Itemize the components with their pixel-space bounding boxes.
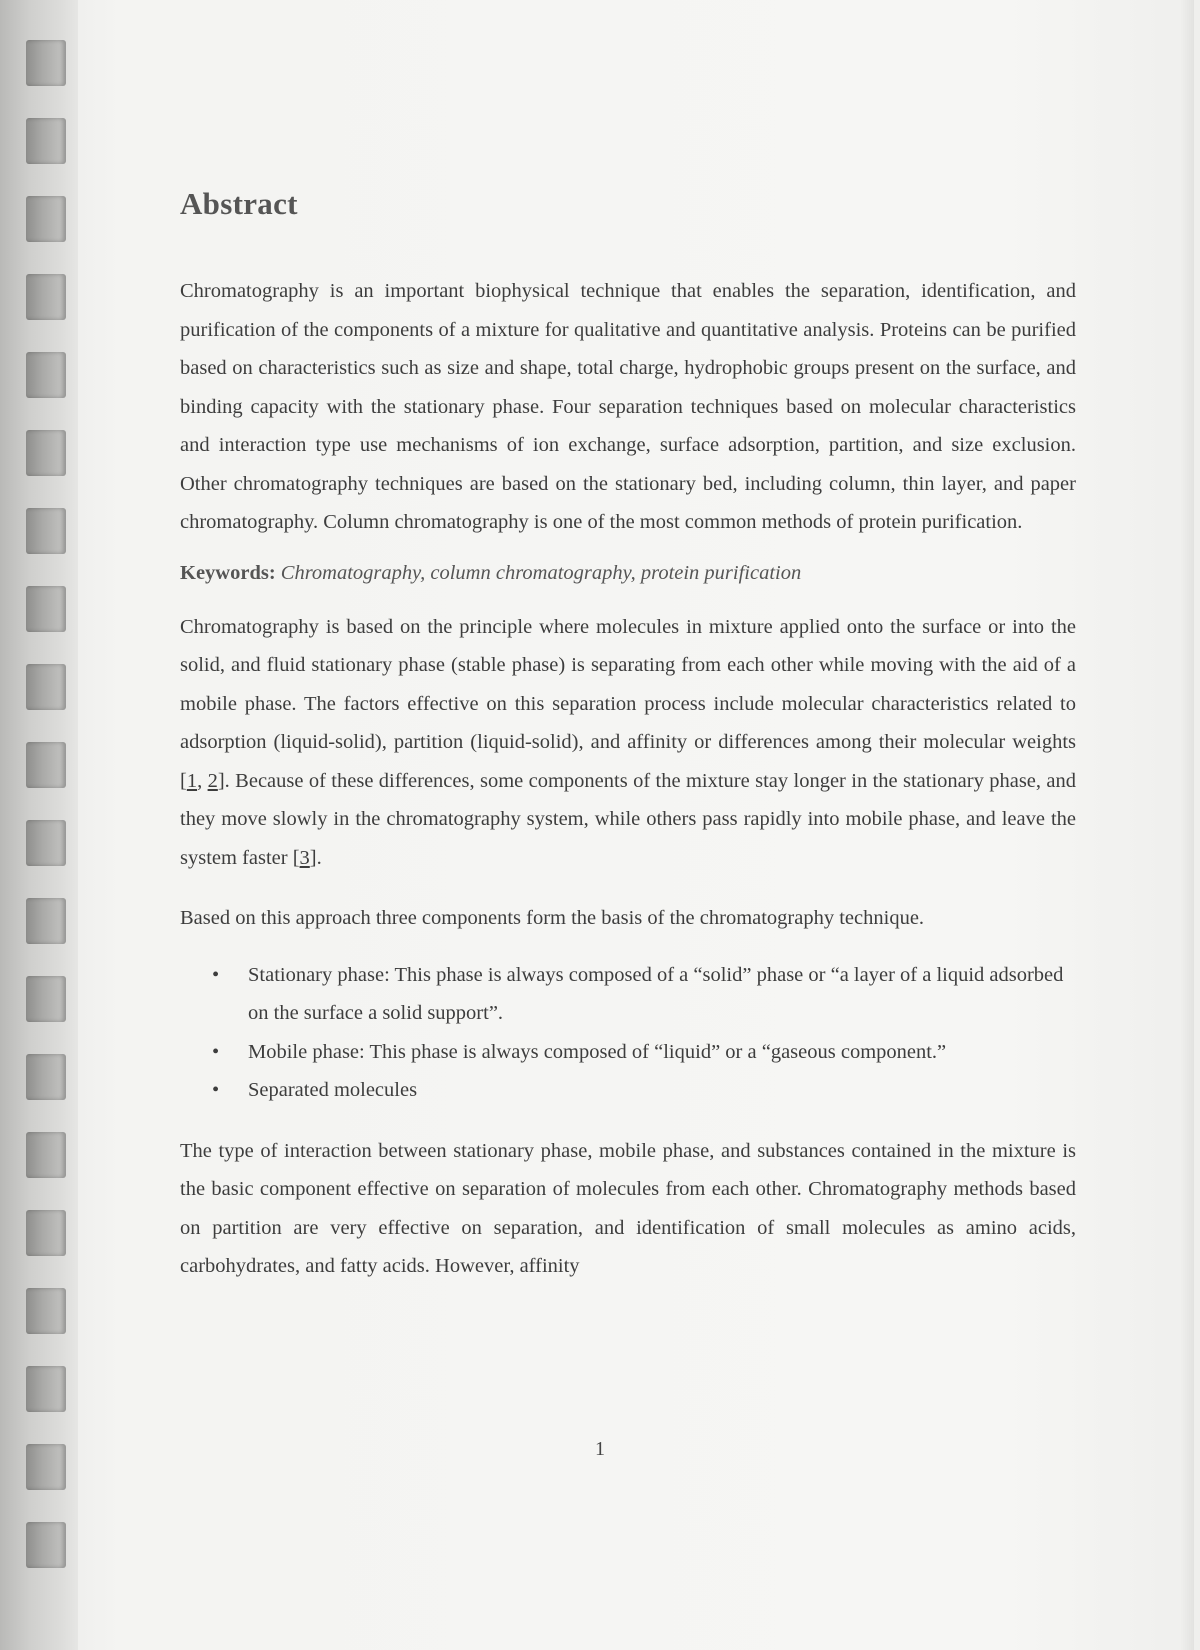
components-list bbox=[212, 956, 1076, 1110]
binding-hole bbox=[26, 40, 66, 86]
body-paragraph-interaction: The type of interaction between stationary phase, mobile phase, and substances contained in the mixture is the basic component effective on separation of molecules from each other. Chromatography methods based on partition are very effective on separation, and identification of small molecules as amino acids, carbohydrates, and fatty acids. However, affinity bbox=[180, 1139, 1076, 1277]
list-item-text: Separated molecules bbox=[248, 1079, 418, 1101]
body-paragraph-principle bbox=[180, 608, 1076, 878]
abstract-paragraph: Chromatography is an important biophysical technique that enables the separation, identification, and purification of the components of a mixture for qualitative and quantitative analysis. Proteins can be purified based on characteristics such as size and shape, total charge, hydrophobic groups present on the surface, and binding capacity with the stationary phase. Four separation techniques based on molecular characteristics and interaction type use mechanisms of ion exchange, surface adsorption, partition, and size exclusion. Other chromatography techniques are based on the stationary bed, including column, thin layer, and paper chromatography. Column chromatography is one of the most common methods of protein purification. bbox=[180, 280, 1076, 533]
binding-hole bbox=[26, 976, 66, 1022]
page-edge-shadow bbox=[1180, 0, 1194, 1650]
citation-link[interactable]: 3 bbox=[299, 846, 310, 869]
binding-hole bbox=[26, 196, 66, 242]
binding-hole bbox=[26, 1288, 66, 1334]
binding-hole bbox=[26, 586, 66, 632]
paragraph-text: ]. bbox=[309, 846, 322, 869]
list-item bbox=[212, 1033, 1076, 1072]
body-paragraph-approach: Based on this approach three components form the basis of the chromatography technique. bbox=[180, 907, 925, 929]
keywords-line bbox=[180, 554, 1076, 592]
binding-hole bbox=[26, 742, 66, 788]
bullet-icon: • bbox=[212, 1040, 220, 1063]
paragraph-text: ]. Because of these differences, some components of the mixture stay longer in the stationary phase, and they move slowly in the chromatography system, while others pass rapidly into mobile phase, and leave the system faster [ bbox=[180, 769, 1077, 869]
binding-hole bbox=[26, 118, 66, 164]
citation-link[interactable]: 1 bbox=[186, 769, 198, 792]
page-number: 1 bbox=[595, 1438, 605, 1460]
paragraph-text: Chromatography is based on the principle where molecules in mixture applied onto the surface or into the solid, and fluid stationary phase (stable phase) is separating from each other while moving with the aid of a mobile phase. The factors effective on this separation process include molecular characteristics related to adsorption (liquid-solid), partition (liquid-solid), and affinity or differences among their molecular weights [ bbox=[180, 615, 1076, 792]
abstract-heading: Abstract bbox=[180, 186, 298, 221]
binding-hole bbox=[26, 352, 66, 398]
binding-hole bbox=[26, 1132, 66, 1178]
citation-link[interactable]: 2 bbox=[207, 769, 218, 792]
list-item-text: Stationary phase: This phase is always composed of a “solid” phase or “a layer of a liquid adsorbed on the surface a solid support”. bbox=[248, 963, 1064, 1024]
keywords-text: Chromatography, column chromatography, protein purification bbox=[280, 561, 802, 584]
binding-hole bbox=[26, 1522, 66, 1568]
citation-separator: , bbox=[197, 769, 208, 792]
bullet-icon: • bbox=[212, 963, 220, 986]
bullet-icon: • bbox=[212, 1079, 220, 1101]
binding-hole bbox=[26, 820, 66, 866]
binding-hole bbox=[26, 430, 66, 476]
binding-hole bbox=[26, 1054, 66, 1100]
list-item bbox=[212, 956, 1076, 1033]
binding-hole bbox=[26, 898, 66, 944]
binding-hole bbox=[26, 664, 66, 710]
list-item-text: Mobile phase: This phase is always composed of “liquid” or a “gaseous component.” bbox=[248, 1040, 947, 1063]
list-item bbox=[212, 1071, 1076, 1110]
binding-hole bbox=[26, 1366, 66, 1412]
keywords-label: Keywords: bbox=[180, 561, 276, 584]
binding-hole bbox=[26, 1210, 66, 1256]
spiral-binding bbox=[0, 0, 78, 1650]
binding-hole bbox=[26, 508, 66, 554]
page-content bbox=[180, 186, 1076, 1286]
binding-hole bbox=[26, 274, 66, 320]
